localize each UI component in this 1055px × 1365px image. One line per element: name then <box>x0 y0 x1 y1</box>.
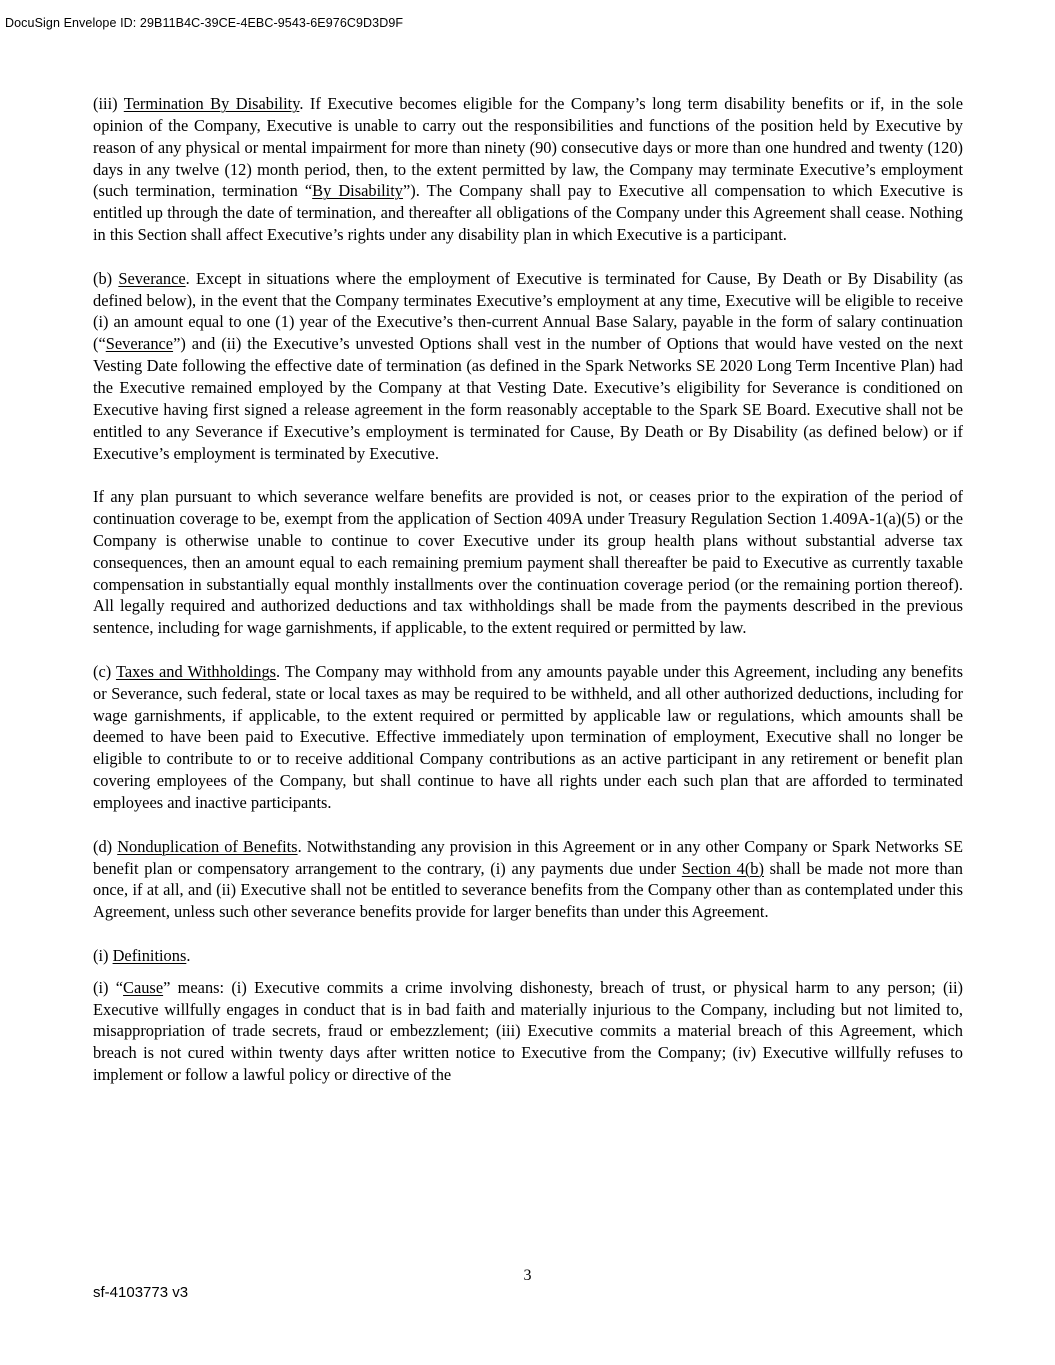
paragraph-nonduplication-of-benefits <box>93 836 963 923</box>
defined-term-severance: Severance <box>105 334 174 354</box>
paragraph-termination-by-disability <box>93 93 963 246</box>
section-reference-4b: Section 4(b) <box>681 858 764 878</box>
paragraph-text: If any plan pursuant to which severance welfare benefits are provided is not, or ceases prior to the expiration of the period of continuation coverage to be, exempt from the application of Section 409A under Treasury Regulation Section 1.409A-1(a)(5) or the Company is otherwise unable to continue to cover Executive under its group health plans without substantial adverse tax consequences, then an amount equal to each remaining premium payment shall thereafter be paid to Executive as currently taxable compensation in substantially equal monthly installments over the continuation coverage period (or the remaining portion thereof). All legally required and authorized deductions and tax withholdings shall be made from the payments described in the previous sentence, including for wage garnishments, if applicable, to the extent required or permitted by law. <box>93 487 963 638</box>
section-heading-termination-by-disability: Termination By Disability <box>123 94 300 113</box>
section-prefix: (c) <box>93 661 116 681</box>
page-number: 3 <box>523 1267 532 1284</box>
section-prefix: (b) <box>93 268 119 288</box>
paragraph-text: . The Company may withhold from any amounts payable under this Agreement, including any benefits or Severance, such federal, state or local taxes as may be required to be withheld, and all other authorized deductions, including for wage garnishments, if applicable, to the extent required or permitted by applicable law or regulations, which amounts shall be deemed to have been paid to Executive. Effective immediately upon termination of employment, Executive shall no longer be eligible to contribute to or to receive additional Company contributions as an active participant in any retirement or benefit plan covering employees of the Company, but shall continue to have all rights under each such plan that are afforded to terminated employees and inactive participants. <box>93 661 963 812</box>
paragraph-text: . Except in situations where the employment of Executive is terminated for Cause, By Death or By Disability (as defined below), in the event that the Company terminates Executive’s employment at any time, Executive will be eligible to receive (i) an amount equal to one (1) year of the Executive’s then-current Annual Base Salary, payable in the form of salary continuation (“ <box>93 268 963 354</box>
paragraph-welfare-benefits <box>93 486 963 639</box>
section-prefix: (i) <box>93 945 113 965</box>
defined-term-cause: Cause <box>123 977 164 997</box>
section-heading-definitions: Definitions <box>112 945 187 965</box>
paragraph-severance <box>93 268 963 465</box>
paragraph-definitions <box>93 945 963 967</box>
section-heading-nonduplication-of-benefits: Nonduplication of Benefits <box>117 836 298 856</box>
paragraph-text: ” means: (i) Executive commits a crime involving dishonesty, breach of trust, or physical harm to any person; (ii) Executive willfully engages in conduct that is in bad faith and materially injurious to the Company, including but not limited to, misappropriation of trade secrets, fraud or embezzlement; (iii) Executive commits a material breach of this Agreement, which breach is not cured within twenty days after written notice to Executive from the Company; (iv) Executive willfully refuses to implement or follow a lawful policy or directive of the <box>93 977 963 1085</box>
section-prefix: (iii) <box>93 94 124 113</box>
section-suffix: . <box>186 945 191 965</box>
paragraph-text: . If Executive becomes eligible for the Company’s long term disability benefits or if, in the sole opinion of the Company, Executive is unable to carry out the responsibilities and functions of the position held by Executive by reason of any physical or mental impairment for more than ninety (90) consecutive days or more than one hundred and twenty (120) days in any twelve (12) month period, then, to the extent permitted by law, the Company may terminate Executive’s employment (such termination, termination “ <box>93 94 964 201</box>
document-body <box>93 93 963 1108</box>
docusign-envelope-id: DocuSign Envelope ID: 29B11B4C-39CE-4EBC-9543-6E976C9D3D9F <box>5 16 404 30</box>
paragraph-text: ”) and (ii) the Executive’s unvested Options shall vest in the number of Options that would have vested on the next Vesting Date following the effective date of termination (as defined in the Spark Networks SE 2020 Long Term Incentive Plan) had the Executive remained employed by the Company at that Vesting Date. Executive’s eligibility for Severance is conditioned on Executive having first signed a release agreement in the form reasonably acceptable to the Spark SE Board. Executive shall not be entitled to any Severance if Executive’s employment is terminated for Cause, By Death or By Disability (as defined below) or if Executive’s employment is terminated by Executive. <box>93 334 963 463</box>
paragraph-text: . Notwithstanding any provision in this Agreement or in any other Company or Spark Networks SE benefit plan or compensatory arrangement to the contrary, (i) any payments due under <box>93 836 963 878</box>
paragraph-text: ”). The Company shall pay to Executive all compensation to which Executive is entitled up through the date of termination, and thereafter all obligations of the Company under this Agreement shall cease. Nothing in this Section shall affect Executive’s rights under any disability plan in which Executive is a participant. <box>93 181 963 245</box>
paragraph-text: shall be made not more than once, if at all, and (ii) Executive shall not be entitled to severance benefits from the Company other than as contemplated under this Agreement, unless such other severance benefits provide for larger benefits than under this Agreement. <box>93 858 963 922</box>
section-heading-severance: Severance <box>118 268 186 288</box>
paragraph-taxes-and-withholdings <box>93 661 963 814</box>
section-prefix: (d) <box>93 836 118 856</box>
section-heading-taxes-and-withholdings: Taxes and Withholdings <box>115 661 277 681</box>
document-reference: sf-4103773 v3 <box>93 1284 189 1301</box>
paragraph-cause-definition <box>93 977 963 1086</box>
defined-term-by-disability: By Disability <box>312 181 403 201</box>
section-prefix: (i) “ <box>93 977 124 997</box>
